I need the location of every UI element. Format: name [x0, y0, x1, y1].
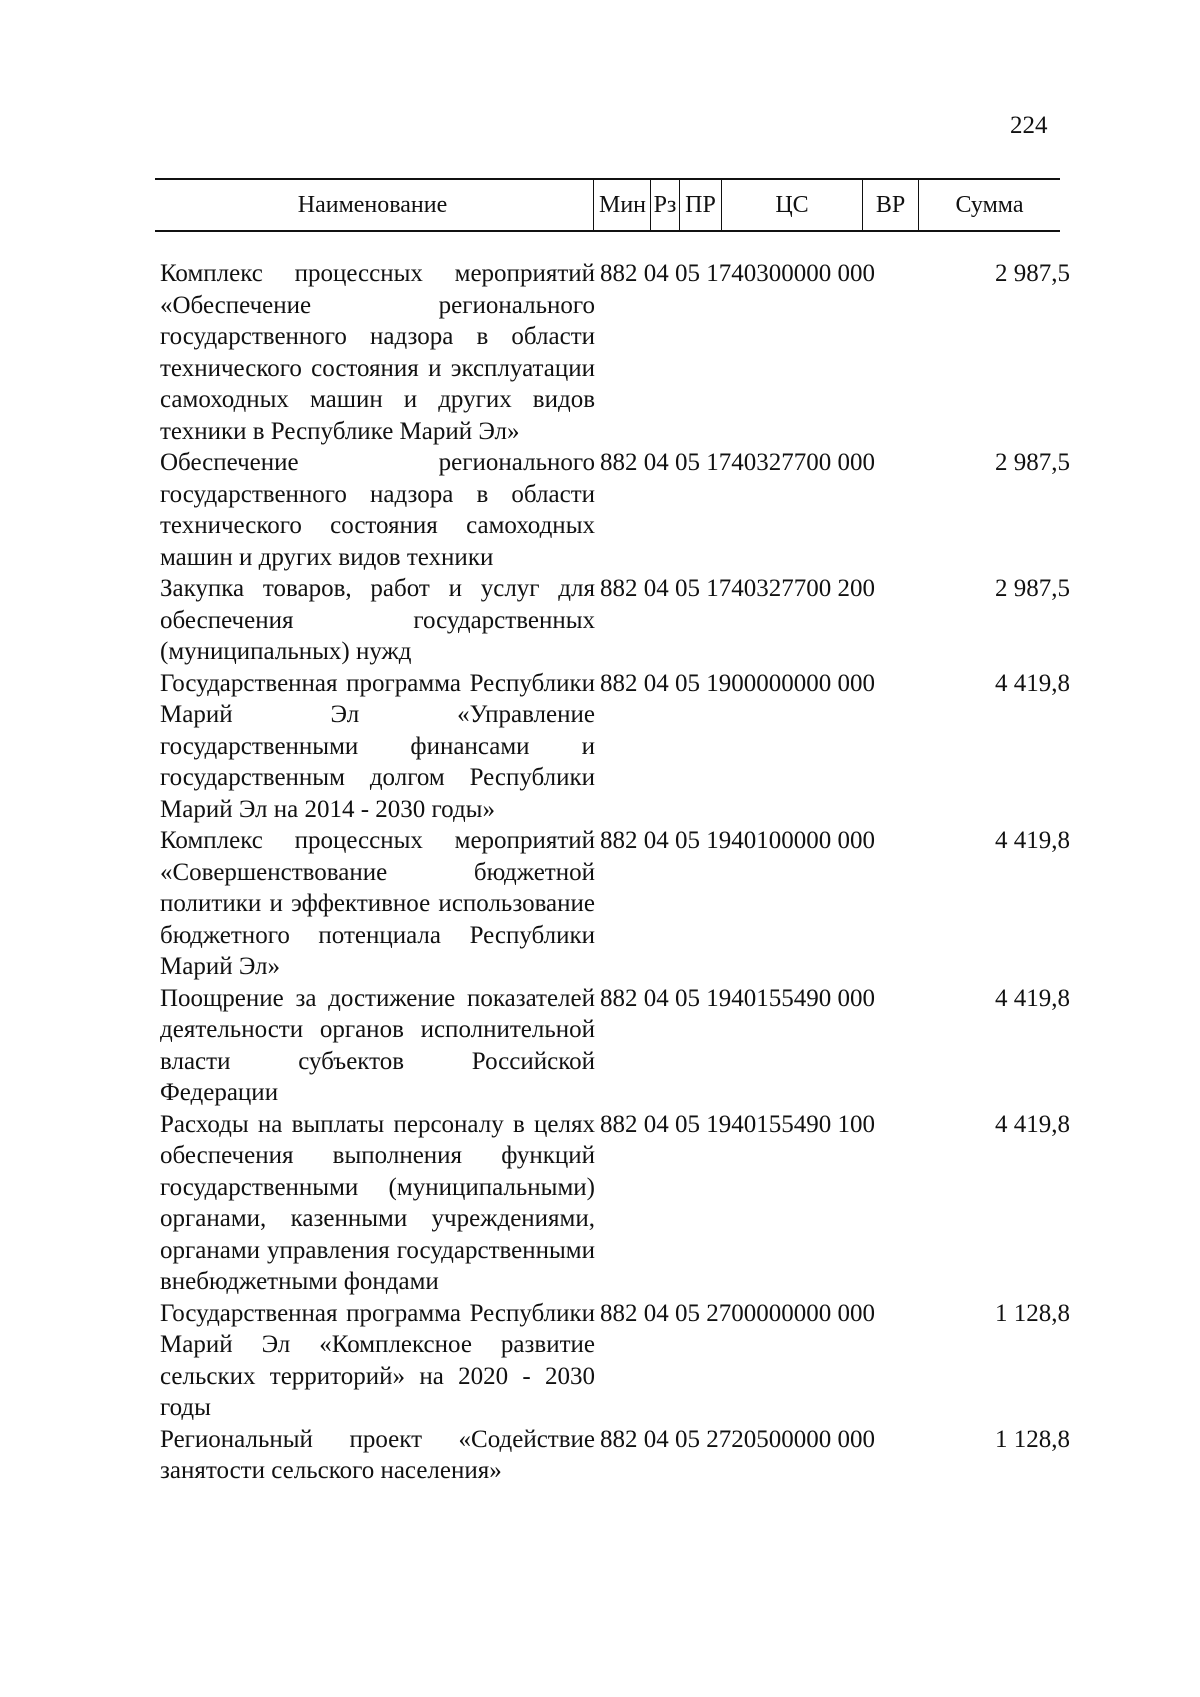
table-row	[0, 447, 1200, 573]
row-vr: 000	[837, 1425, 875, 1453]
row-pr: 05	[675, 1299, 700, 1327]
row-codes	[600, 573, 875, 605]
row-vr: 000	[837, 260, 875, 287]
row-min: 882	[600, 1425, 638, 1453]
row-pr: 05	[675, 575, 700, 602]
row-cs: 1740300000	[706, 260, 832, 287]
row-pr: 05	[675, 1425, 700, 1453]
row-vr: 000	[837, 1299, 875, 1327]
row-rz: 04	[643, 260, 669, 287]
header-vr: ВР	[875, 192, 906, 218]
row-pr: 05	[675, 827, 700, 854]
row-min: 882	[600, 1110, 638, 1138]
row-rz: 04	[643, 984, 669, 1012]
row-cs: 1940155490	[706, 1110, 832, 1138]
row-cs: 1900000000	[706, 669, 832, 697]
row-rz: 04	[643, 827, 669, 854]
header-pr: ПР	[685, 192, 716, 218]
row-min: 882	[600, 575, 638, 602]
row-min: 882	[600, 827, 638, 854]
row-sum: 4 419,8	[995, 669, 1070, 697]
row-sum: 1 128,8	[995, 1299, 1070, 1327]
table-row	[0, 1424, 1200, 1487]
row-sum: 2 987,5	[995, 575, 1070, 602]
row-min: 882	[600, 449, 638, 476]
header-min: Мин	[598, 192, 647, 218]
row-name: Государственная программа Республики Марий Эл «Управление государственными финансами и государственным долгом Республики Марий Эл на 2014 - 2030 годы»	[160, 669, 595, 823]
row-vr: 000	[837, 449, 875, 476]
budget-table-body	[0, 258, 1200, 1487]
row-name: Поощрение за достижение показателей деятельности органов исполнительной власти субъектов Российской Федерации	[160, 984, 595, 1106]
row-name: Комплекс процессных мероприятий «Обеспечение регионального государственного надзора в области технического состояния и эксплуатации самоходных машин и других видов техники в Республике Марий Эл»	[160, 260, 595, 445]
row-sum: 2 987,5	[995, 449, 1070, 476]
row-name: Государственная программа Республики Марий Эл «Комплексное развитие сельских территорий» на 2020 - 2030 годы	[160, 1299, 595, 1421]
row-rz: 04	[643, 669, 669, 697]
table-row	[0, 573, 1200, 668]
row-name: Обеспечение регионального государственного надзора в области технического состояния самоходных машин и других видов техники	[160, 449, 595, 571]
row-cs: 1940155490	[706, 984, 832, 1012]
row-pr: 05	[675, 449, 700, 476]
row-cs: 1740327700	[706, 575, 832, 602]
row-rz: 04	[643, 1110, 669, 1138]
header-rz: Рз	[653, 192, 677, 218]
table-row	[0, 258, 1200, 447]
row-rz: 04	[643, 1299, 669, 1327]
row-rz: 04	[643, 449, 669, 476]
row-codes	[600, 258, 875, 290]
row-name: Региональный проект «Содействие занятости сельского населения»	[160, 1425, 595, 1484]
row-pr: 05	[675, 1110, 700, 1138]
row-rz: 04	[643, 575, 669, 602]
row-vr: 100	[837, 1110, 875, 1138]
row-min: 882	[600, 984, 638, 1012]
row-cs: 1940100000	[706, 827, 832, 854]
row-min: 882	[600, 1299, 638, 1327]
row-cs: 2720500000	[706, 1425, 832, 1453]
row-vr: 200	[837, 575, 875, 602]
row-pr: 05	[675, 669, 700, 697]
row-codes	[600, 1109, 875, 1141]
row-codes	[600, 1424, 875, 1456]
row-name: Расходы на выплаты персоналу в целях обеспечения выполнения функций государственными (муниципальными) органами, казенными учреждениями, органами управления государственными внебюджетными фондами	[160, 1110, 595, 1295]
row-codes	[600, 1298, 875, 1330]
row-sum: 4 419,8	[995, 827, 1070, 854]
row-min: 882	[600, 260, 638, 287]
row-pr: 05	[675, 260, 700, 287]
row-sum: 2 987,5	[995, 260, 1070, 287]
row-codes	[600, 668, 875, 700]
row-name: Комплекс процессных мероприятий «Совершенствование бюджетной политики и эффективное использование бюджетного потенциала Республики Марий Эл»	[160, 827, 595, 980]
row-sum: 4 419,8	[995, 984, 1070, 1012]
header-divider	[593, 180, 594, 230]
header-cs: ЦС	[775, 192, 809, 218]
table-row	[0, 1109, 1200, 1298]
row-cs: 1740327700	[706, 449, 832, 476]
row-min: 882	[600, 669, 638, 697]
table-row	[0, 1298, 1200, 1424]
table-row	[0, 825, 1200, 983]
row-sum: 4 419,8	[995, 1110, 1070, 1138]
header-name: Наименование	[297, 192, 448, 218]
table-row	[0, 668, 1200, 826]
header-sum: Сумма	[955, 192, 1024, 218]
row-sum: 1 128,8	[995, 1425, 1070, 1453]
row-codes	[600, 983, 875, 1015]
row-name: Закупка товаров, работ и услуг для обеспечения государственных (муниципальных) нужд	[160, 575, 595, 665]
row-vr: 000	[837, 827, 875, 854]
row-vr: 000	[837, 984, 875, 1012]
row-rz: 04	[643, 1425, 669, 1453]
row-pr: 05	[675, 984, 700, 1012]
table-row	[0, 983, 1200, 1109]
table-header	[155, 178, 1060, 232]
row-cs: 2700000000	[706, 1299, 832, 1327]
row-codes	[600, 825, 875, 857]
page-number: 224	[1010, 112, 1048, 139]
row-vr: 000	[837, 669, 875, 697]
row-codes	[600, 447, 875, 479]
